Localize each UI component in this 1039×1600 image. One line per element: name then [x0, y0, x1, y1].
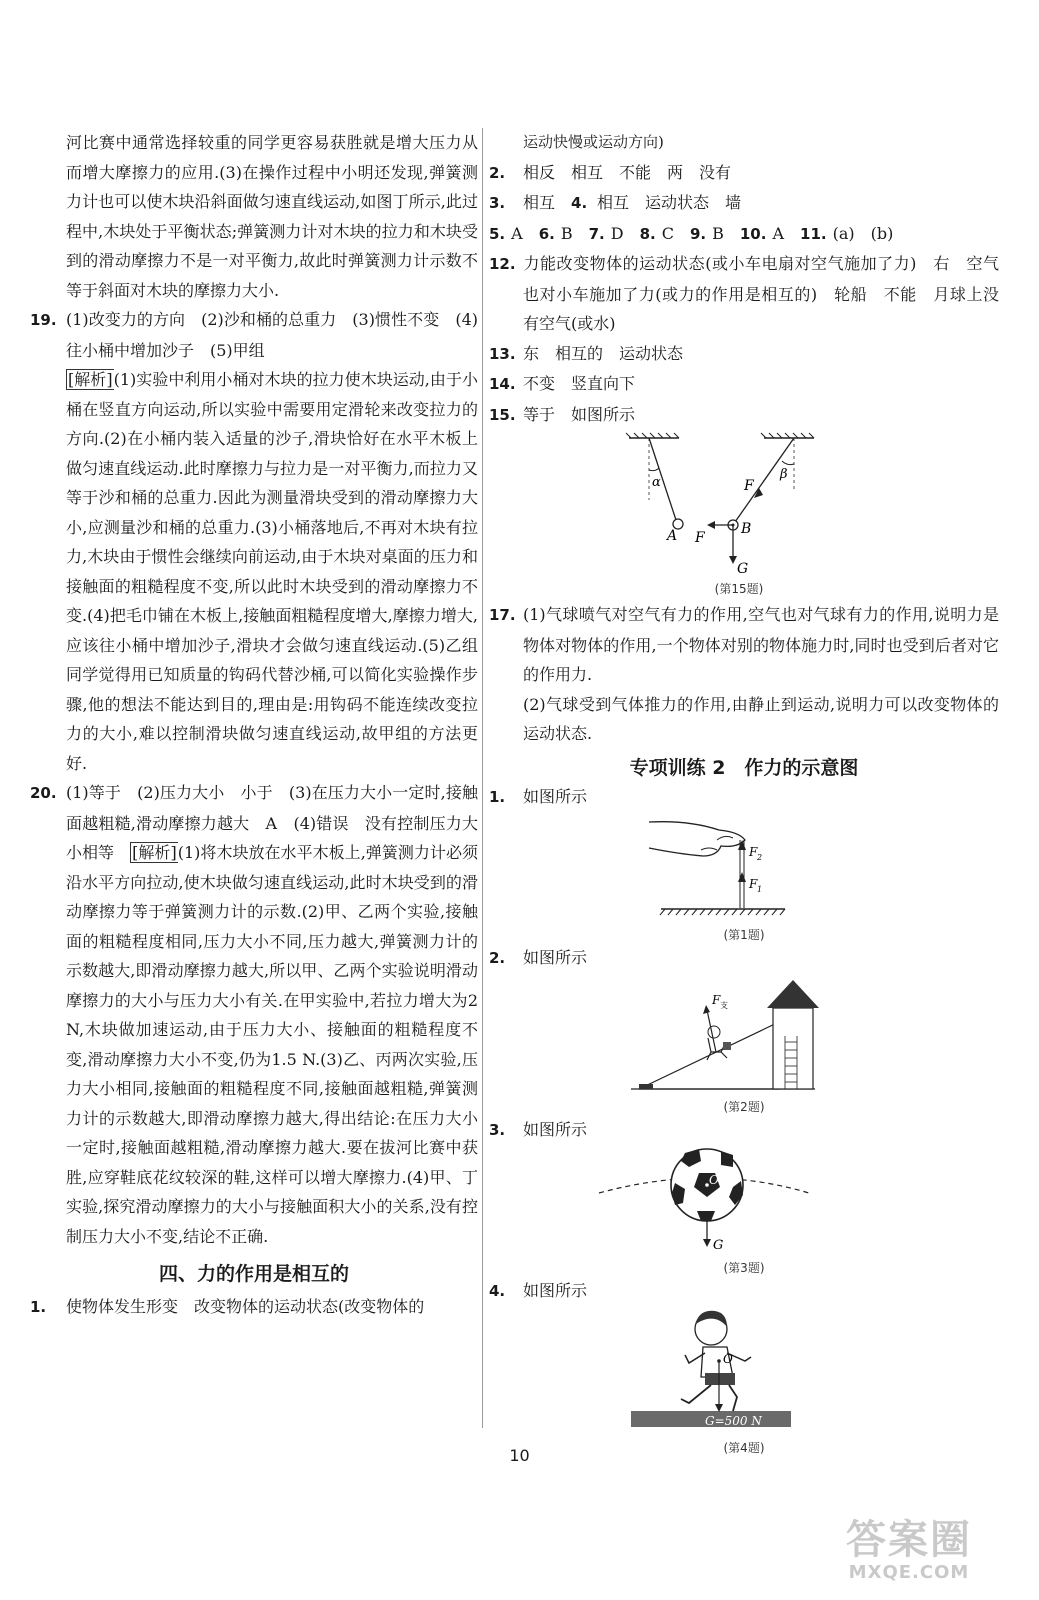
- s4-q3-number: 3.: [489, 194, 506, 212]
- t2-q4-number: 4.: [489, 1282, 506, 1300]
- s4-q3-q4: [489, 188, 999, 219]
- q19-answer-text: (1)改变力的方向 (2)沙和桶的总重力 (3)惯性不变 (4)往小桶中增加沙子 (5)甲组: [66, 310, 478, 360]
- t2-q4-text: 如图所示: [523, 1281, 588, 1300]
- column-divider: [482, 128, 483, 1428]
- figure-2-caption: (第2题): [723, 1099, 765, 1114]
- figure-15-label-b: B: [741, 521, 752, 537]
- q20-number: 20.: [30, 784, 57, 802]
- s4-q15-text: 等于 如图所示: [523, 404, 636, 424]
- jiexi-tag: [解析]: [68, 370, 113, 389]
- figure-2: [489, 974, 999, 1115]
- t2-q2: [489, 943, 999, 974]
- figure-1-drawing: [489, 812, 999, 922]
- mcq-number: 10.: [739, 224, 767, 243]
- figure-15-label-a: A: [667, 528, 678, 544]
- s4-q14: [489, 369, 999, 400]
- figure-1-f2: F: [749, 845, 758, 859]
- s4-q17-part1: (1)气球喷气对空气有力的作用,空气也对气球有力的作用,说明力是物体对物体的作用,一个物体对别的物体施力时,同时也受到后者对它的作用力.: [523, 605, 999, 684]
- watermark-top: 答案圈: [846, 1517, 972, 1563]
- mcq-number: 7.: [588, 224, 605, 243]
- watermark-logo: [809, 1517, 1009, 1583]
- s4-q12-number: 12.: [489, 255, 516, 273]
- s4-q1: [30, 1292, 478, 1323]
- s4-q4-text: 相互 运动状态 墙: [597, 193, 742, 212]
- t2-q1-text: 如图所示: [523, 786, 588, 806]
- figure-15: [489, 430, 999, 600]
- figure-4-g: G=500 N: [705, 1413, 762, 1428]
- s4-q15-number: 15.: [489, 405, 516, 424]
- t2-q2-text: 如图所示: [523, 948, 588, 967]
- q18-continuation: 河比赛中通常选择较重的同学更容易获胜就是增大压力从而增大摩擦力的应用.(3)在操作过程中小明还发现,弹簧测力计也可以使木块沿斜面做匀速直线运动,如图丁所示,此过程中,木块处于平衡状态;弹簧测力计对木块的拉力和木块受到的滑动摩擦力不是一对平衡力,故此时弹簧测力计示数不等于斜面对木块的摩擦力大小.: [66, 133, 478, 300]
- mcq-answer: B: [560, 223, 573, 243]
- figure-4-caption: (第4题): [723, 1440, 765, 1455]
- s4-q17: [489, 600, 999, 690]
- s4-q2-text: 相反 相互 不能 两 没有: [523, 162, 732, 182]
- s4-q14-number: 14.: [489, 375, 516, 393]
- figure-2-f: F: [712, 992, 721, 1007]
- figure-1-f1-sub: 1: [757, 885, 763, 894]
- s4-q13: [489, 339, 999, 370]
- q19-number: 19.: [30, 311, 57, 329]
- q19-answer: [30, 305, 478, 365]
- figure-1-f1: F: [749, 877, 758, 891]
- figure-2-f-sub: 支: [720, 1000, 728, 1010]
- figure-3-caption: (第3题): [723, 1261, 765, 1275]
- s4-q1-continuation: 运动快慢或运动方向): [523, 133, 664, 151]
- watermark-bottom: MXQE.COM: [848, 1562, 970, 1583]
- s4-q17-number: 17.: [489, 606, 516, 624]
- jiexi-tag: [解析]: [132, 843, 177, 862]
- mcq-answer: C: [661, 223, 674, 243]
- t2-q3: [489, 1115, 999, 1146]
- figure-15-beta: β: [780, 467, 788, 482]
- s4-q12: [489, 249, 999, 339]
- t2-q2-number: 2.: [489, 949, 506, 967]
- mcq-answer: B: [712, 223, 724, 243]
- s4-q1-number: 1.: [30, 1298, 47, 1316]
- section-heading-special-2: 专项训练 2 作力的示意图: [629, 756, 859, 779]
- s4-q13-text: 东 相互的 运动状态: [523, 343, 684, 363]
- s4-q14-text: 不变 竖直向下: [523, 374, 636, 393]
- q20-explanation-text: (1)将木块放在水平木板上,弹簧测力计必须沿水平方向拉动,使木块做匀速直线运动,此时木块受到的滑动摩擦力等于弹簧测力计的示数.(2)甲、乙两个实验,接触面的粗糙程度相同,压力大小不同,压力越大,弹簧测力计的示数越大,即滑动摩擦力越大,所以甲、乙两个实验说明滑动摩擦力的大小与压力大小有关.在甲实验中,若拉力增大为2 N,木块做加速运动,由于压力大小、接触面的粗糙程度不变,滑动摩擦力大小不变,仍为1.5 N.(3)乙、丙两次实验,压力大小相同,接触面的粗糙程度不同,接触面越粗糙,弹簧测力计的示数越大,即滑动摩擦力越大,得出结论:在压力大小一定时,接触面越粗糙,滑动摩擦力越大.要在拔河比赛中获胜,应穿鞋底花纹较深的鞋,这样可以增大摩擦力.(4)甲、丁实验,探究滑动摩擦力的大小与接触面积大小的关系,没有控制压力大小不变,结论不正确.: [66, 843, 478, 1246]
- q19-explanation: [30, 365, 478, 778]
- s4-q1-text: 使物体发生形变 改变物体的运动状态(改变物体的: [66, 1297, 425, 1316]
- t2-q1: [489, 782, 999, 813]
- figure-2-drawing: [489, 974, 999, 1094]
- figure-4-o: O: [723, 1351, 733, 1366]
- mcq-number: 8.: [639, 224, 656, 243]
- figure-1-caption: (第1题): [723, 928, 765, 942]
- mcq-number: 5.: [489, 224, 506, 243]
- figure-15-alpha: α: [652, 475, 661, 490]
- mcq-answer: D: [610, 223, 624, 243]
- s4-q4-number: 4.: [571, 194, 588, 212]
- figure-1: [489, 812, 999, 943]
- figure-1-f2-sub: 2: [757, 853, 763, 862]
- figure-3-drawing: [489, 1145, 999, 1255]
- figure-3-g: G: [713, 1238, 724, 1253]
- q20-answer: [30, 778, 478, 1251]
- section-heading-4: 四、力的作用是相互的: [158, 1263, 349, 1285]
- figure-15-label-f-left: F: [695, 530, 705, 546]
- s4-q5-q11: [489, 219, 999, 250]
- page-number: 10: [509, 1446, 530, 1465]
- s4-q17-part2-line: (2)气球受到气体推力的作用,由静止到运动,说明力可以改变物体的运动状态.: [523, 694, 999, 743]
- s4-q2-number: 2.: [489, 163, 506, 182]
- figure-15-label-f: F: [744, 478, 754, 494]
- right-column: [489, 128, 999, 1456]
- mcq-number: 6.: [538, 224, 555, 243]
- jiexi-label: 解析: [138, 843, 171, 862]
- figure-4: [489, 1307, 999, 1456]
- figure-3-o: O: [709, 1173, 719, 1187]
- q20-answer-text: (1)等于 (2)压力大小 小于 (3)在压力大小一定时,接触面越粗糙,滑动摩擦力越大 A (4)错误 没有控制压力大小相等: [66, 783, 478, 862]
- s4-q12-text: 力能改变物体的运动状态(或小车电扇对空气施加了力) 右 空气也对小车施加了力(或力的作用是相互的) 轮船 不能 月球上没有空气(或水): [523, 254, 999, 333]
- left-column: [30, 128, 478, 1323]
- s4-q2: [489, 158, 999, 189]
- figure-3: [489, 1145, 999, 1276]
- mcq-answer: A: [511, 223, 523, 243]
- mcq-number: 11.: [800, 224, 827, 243]
- s4-q15: [489, 400, 999, 431]
- mcq-answer: (a) (b): [832, 223, 894, 243]
- s4-q13-number: 13.: [489, 344, 516, 363]
- s4-q3-text: 相互: [523, 193, 572, 212]
- mcq-number: 9.: [689, 224, 707, 243]
- jiexi-label: 解析: [74, 370, 107, 389]
- figure-15-caption: (第15题): [714, 582, 764, 596]
- mcq-answer: A: [772, 223, 785, 243]
- t2-q4: [489, 1276, 999, 1307]
- figure-15-drawing: [489, 430, 999, 580]
- t2-q1-number: 1.: [489, 787, 506, 806]
- figure-4-drawing: [489, 1307, 999, 1435]
- figure-15-label-g: G: [737, 561, 749, 577]
- t2-q3-number: 3.: [489, 1120, 506, 1139]
- q19-explanation-text: (1)实验中利用小桶对木块的拉力使木块运动,由于小桶在竖直方向运动,所以实验中需要用定滑轮来改变拉力的方向.(2)在小桶内装入适量的沙子,滑块恰好在水平木板上做匀速直线运动.此时摩擦力与拉力是一对平衡力,而拉力又等于沙和桶的总重力.因此为测量滑块受到的滑动摩擦力大小,应测量沙和桶的总重力.(3)小桶落地后,不再对木块有拉力,木块由于惯性会继续向前运动,由于木块对桌面的压力和接触面的粗糙程度不变,所以此时木块受到的滑动摩擦力不变.(4)把毛巾铺在木板上,接触面粗糙程度增大,摩擦力增大,应该往小桶中增加沙子,滑块才会做匀速直线运动.(5)乙组同学觉得用已知质量的钩码代替沙桶,可以简化实验操作步骤,他的想法不能达到目的,理由是:用钩码不能连续改变拉力的大小,难以控制滑块做匀速直线运动,故甲组的方法更好.: [66, 370, 478, 773]
- t2-q3-text: 如图所示: [523, 1119, 588, 1139]
